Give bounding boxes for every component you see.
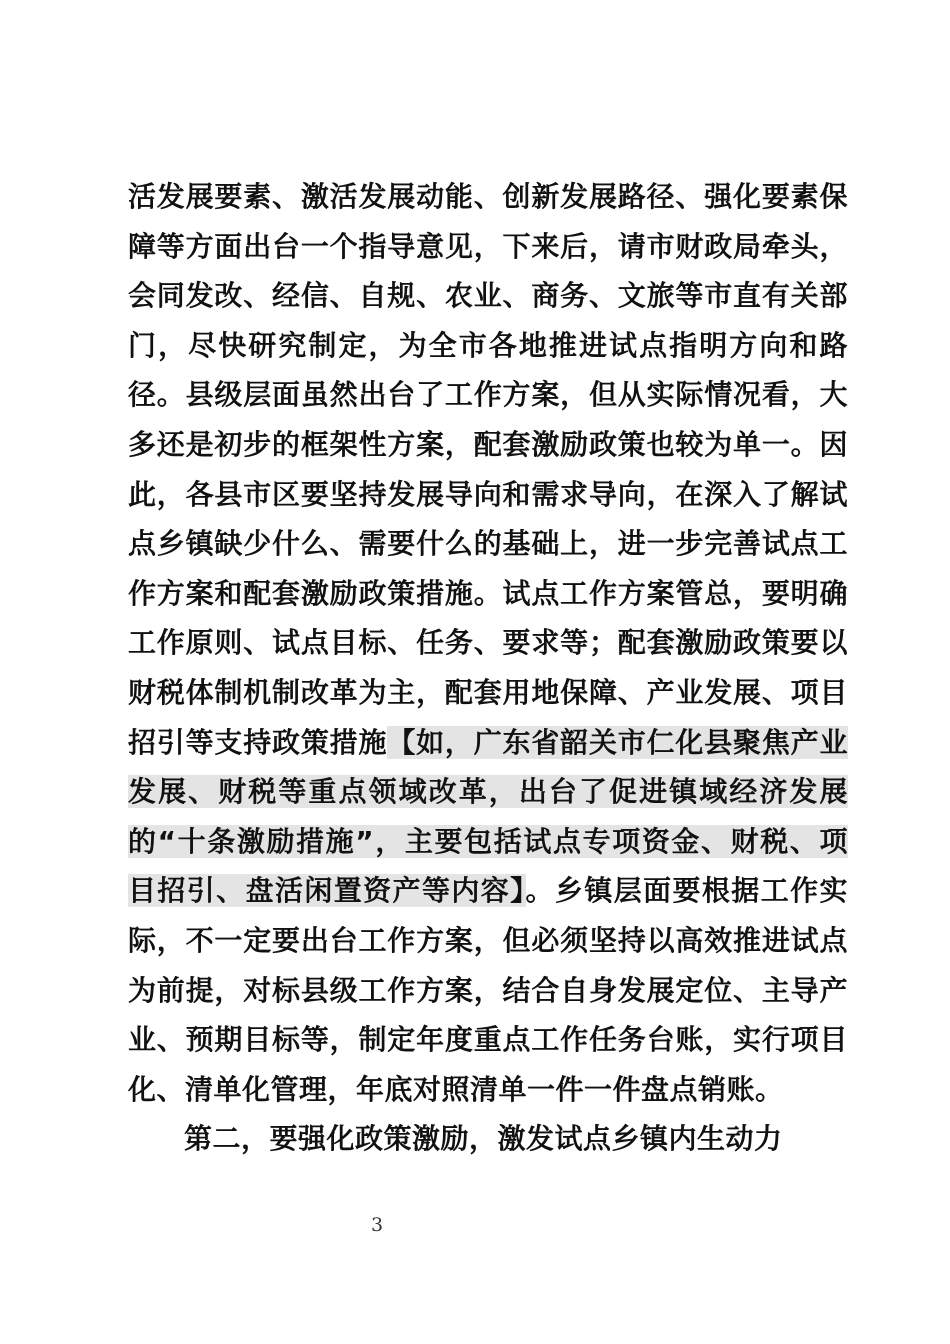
paragraph-text-continued: 。乡镇层面要根据工作实际，不一定要出台工作方案，但必须坚持以高效推进试点为前提，对标县级工作方案，结合自身发展定位、主导产业、预期目标等，制定年度重点工作任务台账，实行项目化、清单化管理，年底对照清单一件一件盘点销账。 bbox=[128, 874, 848, 1106]
paragraph-text: 活发展要素、激活发展动能、创新发展路径、强化要素保障等方面出台一个指导意见，下来后，请市财政局牵头，会同发改、经信、自规、农业、商务、文旅等市直有关部门，尽快研究制定，为全市各地推进试点指明方向和路径。县级层面虽然出台了工作方案，但从实际情况看，大多还是初步的框架性方案，配套激励政策也较为单一。因此，各县市区要坚持发展导向和需求导向，在深入了解试点乡镇缺少什么、需要什么的基础上，进一步完善试点工作方案和配套激励政策措施。试点工作方案管总，要明确工作原则、试点目标、任务、要求等；配套激励政策要以财税体制机制改革为主，配套用地保障、产业发展、项目招引等支持政策措施 bbox=[128, 180, 848, 759]
highlighted-example: 【如，广东省韶关市仁化县聚焦产业发展、财税等重点领域改革，出台了促进镇域经济发展的“十条激励措施”，主要包括试点专项资金、财税、项目招引、盘活闲置资产等内容】 bbox=[128, 725, 848, 908]
section-heading-paragraph: 第二，要强化政策激励，激发试点乡镇内生动力 bbox=[184, 1122, 783, 1156]
page-number: 3 bbox=[370, 1214, 384, 1236]
body-paragraph bbox=[128, 172, 848, 1114]
document-body bbox=[128, 172, 848, 1164]
